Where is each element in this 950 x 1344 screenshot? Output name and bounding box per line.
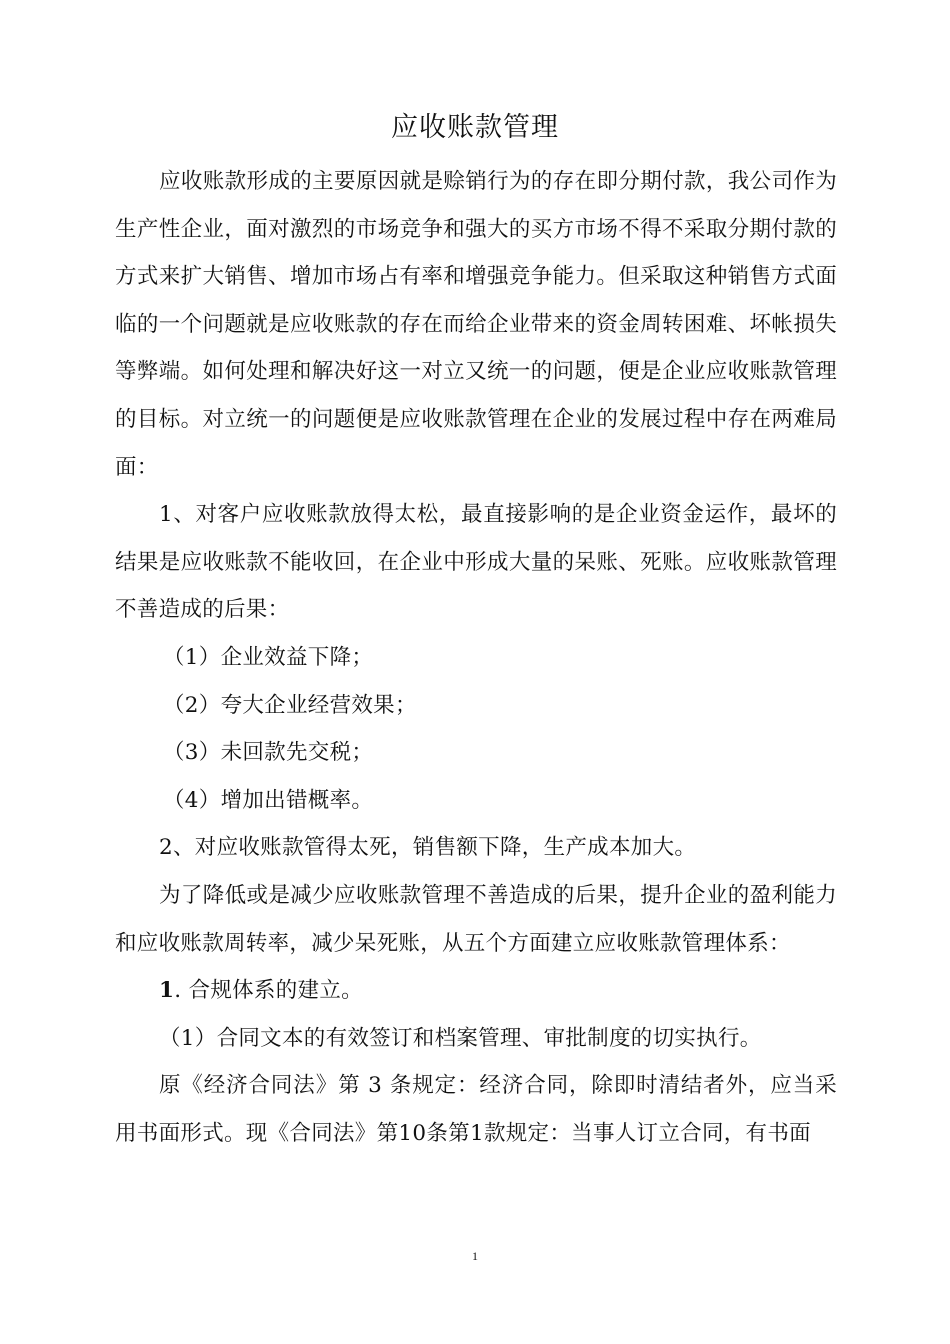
list-item: （2）夸大企业经营效果； xyxy=(163,692,417,718)
heading-number: 1 xyxy=(159,978,175,1004)
paragraph-system-intro: 为了降低或是减少应收账款管理不善造成的后果，提升企业的盈利能力和应收账款周转率，减少呆死账，从五个方面建立应收账款管理体系： xyxy=(115,882,837,956)
paragraph-intro: 应收账款形成的主要原因就是赊销行为的存在即分期付款，我公司作为生产性企业，面对激烈的市场竞争和强大的买方市场不得不采取分期付款的方式来扩大销售、增加市场占有率和增强竞争能力。但采取这种销售方式面临的一个问题就是应收账款的存在而给企业带来的资金周转困难、坏帐损失等弊端。如何处理和解决好这一对立又统一的问题，便是企业应收账款管理的目标。对立统一的问题便是应收账款管理在企业的发展过程中存在两难局面： xyxy=(115,169,837,480)
document-body xyxy=(115,158,837,1157)
paragraph-contract-law: 原《经济合同法》第 3 条规定：经济合同，除即时清结者外，应当采用书面形式。现《合同法》第10条第1款规定：当事人订立合同，有书面 xyxy=(115,1073,837,1146)
paragraph-point-1: 1、对客户应收账款放得太松，最直接影响的是企业资金运作，最坏的结果是应收账款不能收回，在企业中形成大量的呆账、死账。应收账款管理不善造成的后果： xyxy=(115,502,837,623)
paragraph-subpoint-1: （1）合同文本的有效签订和档案管理、审批制度的切实执行。 xyxy=(159,1025,762,1051)
page-number: 1 xyxy=(472,1249,478,1263)
list-item: （4）增加出错概率。 xyxy=(163,787,374,813)
document-title: 应收账款管理 xyxy=(391,112,559,143)
list-item: （3）未回款先交税； xyxy=(163,740,374,766)
heading-text: . 合规体系的建立。 xyxy=(174,978,363,1004)
heading-compliance xyxy=(115,967,837,1015)
paragraph-point-2: 2、对应收账款管得太死，销售额下降，生产成本加大。 xyxy=(159,835,697,861)
list-item: （1）企业效益下降； xyxy=(163,644,374,670)
